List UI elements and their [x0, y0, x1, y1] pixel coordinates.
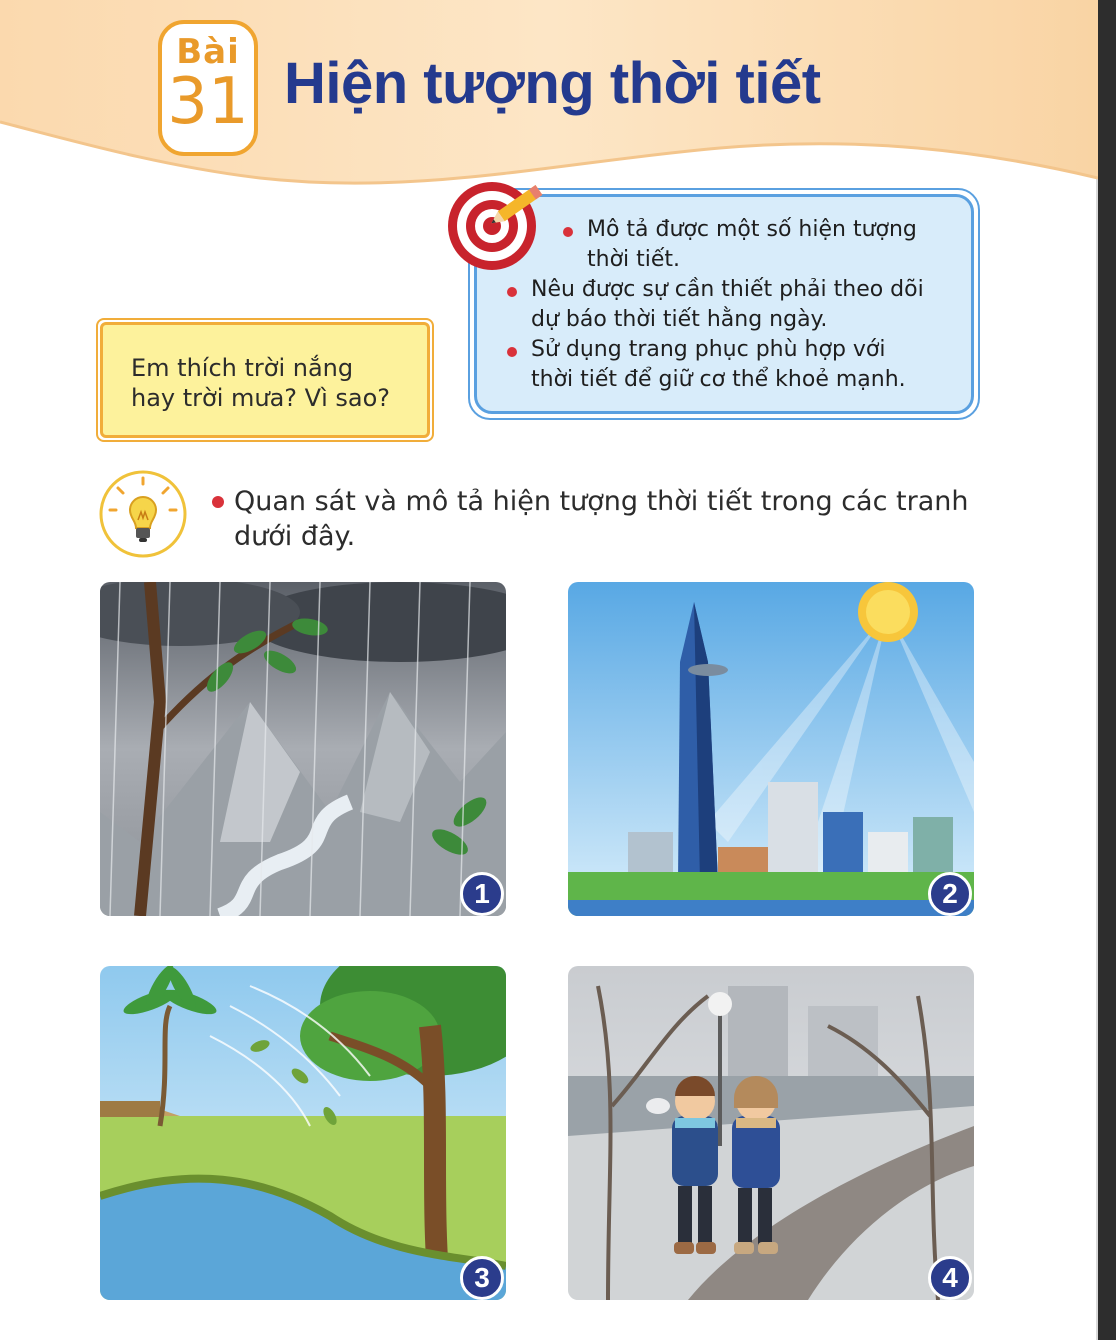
objective-1-line-1: Mô tả được một số hiện tượng	[587, 217, 917, 242]
objective-2	[531, 275, 924, 335]
target-pencil-icon	[446, 176, 546, 276]
lesson-title: Hiện tượng thời tiết	[284, 51, 821, 116]
objective-bullet	[507, 287, 517, 297]
picture-rain	[100, 582, 506, 916]
picture-windy	[100, 966, 506, 1300]
question-box	[100, 322, 430, 438]
objective-3-line-1: Sử dụng trang phục phù hợp với	[531, 337, 886, 362]
page-edge	[1098, 0, 1116, 1340]
objective-1	[587, 215, 917, 275]
objective-2-line-1: Nêu được sự cần thiết phải theo dõi	[531, 277, 924, 302]
light-bulb-icon	[94, 468, 192, 560]
picture-sunny	[568, 582, 974, 916]
observe-instruction	[234, 484, 994, 554]
question-text	[131, 353, 421, 413]
picture-number-badge: 3	[460, 1256, 504, 1300]
question-line-1: Em thích trời nắng	[131, 354, 354, 382]
question-line-2: hay trời mưa? Vì sao?	[131, 384, 391, 412]
objective-1-line-2: thời tiết.	[587, 247, 681, 272]
lesson-word: Bài	[176, 32, 240, 72]
picture-number-badge: 4	[928, 1256, 972, 1300]
objective-3-line-2: thời tiết để giữ cơ thể khoẻ mạnh.	[531, 367, 906, 392]
observe-bullet	[212, 496, 224, 508]
objective-bullet	[563, 227, 573, 237]
picture-number-badge: 2	[928, 872, 972, 916]
lesson-number: 31	[167, 65, 249, 139]
objective-2-line-2: dự báo thời tiết hằng ngày.	[531, 307, 828, 332]
objective-3	[531, 335, 906, 395]
objective-bullet	[507, 347, 517, 357]
observe-line-1: Quan sát và mô tả hiện tượng thời tiết trong các tranh	[234, 486, 969, 517]
observe-line-2: dưới đây.	[234, 521, 356, 552]
objectives-box	[474, 194, 974, 414]
page-edge-line	[1096, 0, 1098, 1340]
lesson-badge	[158, 20, 258, 156]
picture-number-badge: 1	[460, 872, 504, 916]
picture-cold	[568, 966, 974, 1300]
